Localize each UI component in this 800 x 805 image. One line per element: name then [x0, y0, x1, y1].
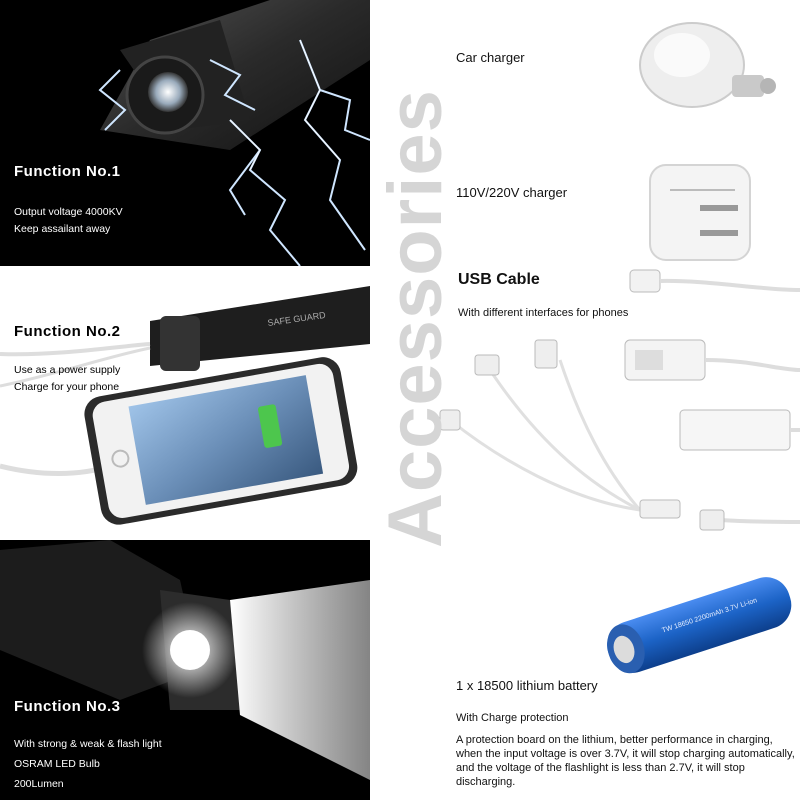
- svg-text:TW 18650 2200mAh 3.7V Li-ion: TW 18650 2200mAh 3.7V Li-ion: [661, 597, 759, 635]
- function-3-line-2: OSRAM LED Bulb: [14, 758, 100, 770]
- car-charger-label: Car charger: [456, 50, 525, 65]
- function-2-line-2: Charge for your phone: [14, 381, 120, 393]
- wall-charger-image: [640, 155, 770, 265]
- accessories-heading-area: [370, 0, 458, 560]
- battery-image: [592, 570, 800, 680]
- function-1-line-2: Keep assailant away: [14, 223, 111, 235]
- function-1-line-1: Output voltage 4000KV: [14, 206, 123, 218]
- usb-cable-subtitle: With different interfaces for phones: [458, 307, 629, 319]
- function-2-panel: [0, 266, 370, 540]
- charge-protection-label: With Charge protection: [456, 712, 569, 724]
- svg-text:SAFE GUARD: SAFE GUARD: [266, 309, 327, 328]
- usb-cable-image: [430, 260, 800, 550]
- usb-cable-title: USB Cable: [458, 271, 540, 288]
- accessories-heading: Accessories: [373, 89, 458, 548]
- battery-description: A protection board on the lithium, better performance in charging, when the input voltage is over 3.7V, it will stop charging automatically, and the voltage of the flashlight is less than 2.7V, it will stop discharging.: [456, 734, 795, 788]
- function-3-line-3: 200Lumen: [14, 778, 64, 790]
- function-2-line-1: Use as a power supply: [14, 364, 121, 376]
- car-charger-image: [632, 10, 782, 120]
- function-1-title: Function No.1: [14, 163, 121, 180]
- phone-charging-image: [0, 266, 370, 540]
- function-3-line-1: With strong & weak & flash light: [14, 738, 162, 750]
- wall-charger-label: 110V/220V charger: [456, 185, 568, 200]
- function-2-title: Function No.2: [14, 323, 121, 340]
- function-3-panel: [0, 540, 370, 800]
- function-1-panel: [0, 0, 370, 266]
- battery-title: 1 x 18500 lithium battery: [456, 678, 598, 693]
- function-3-title: Function No.3: [14, 698, 121, 715]
